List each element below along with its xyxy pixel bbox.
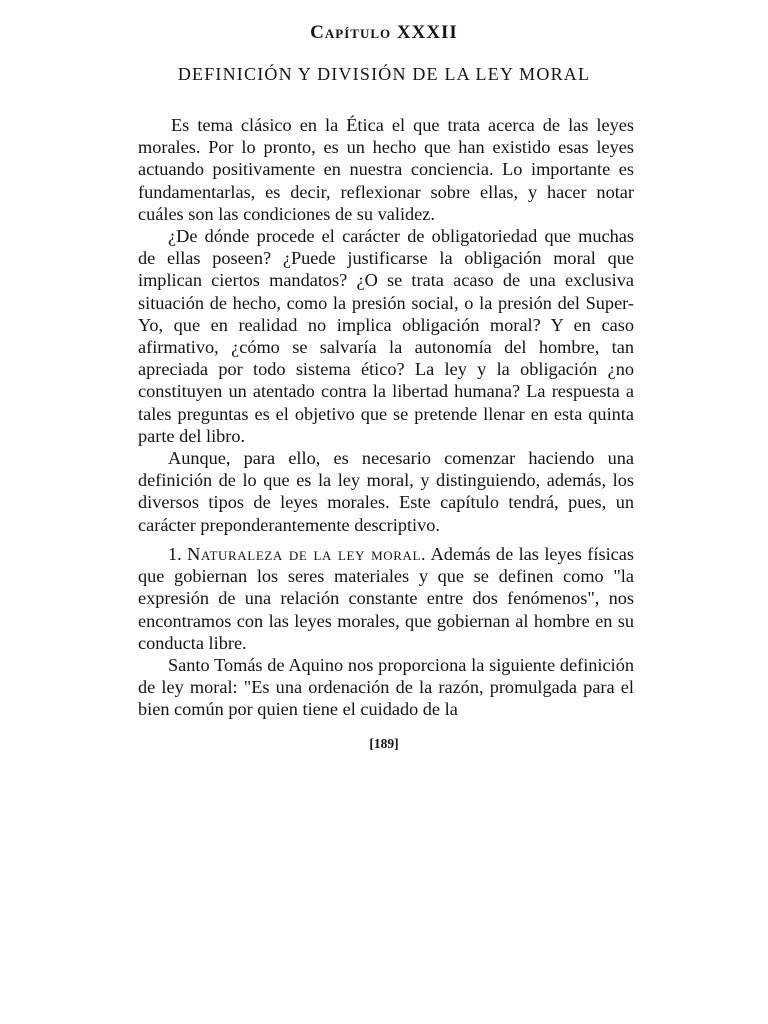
section-paragraph [138,543,634,654]
section-body: Además de las leyes físicas que gobiernan los seres materiales y que se definen como "la expresión de una relación constante entre dos fenómenos", nos encontramos con las leyes morales, que gobiernan al hombre en su conducta libre. [138,544,634,653]
intro-text [138,114,634,536]
paragraph-aquinas: Santo Tomás de Aquino nos proporciona la siguiente definición de ley moral: "Es una ordenación de la razón, promulgada para el bien común por quien tiene el cuidado de la [138,655,634,720]
paragraph-questions: ¿De dónde procede el carácter de obligatoriedad que muchas de ellas poseen? ¿Puede justificarse la obligación moral que implican ciertos mandatos? ¿O se trata acaso de una exclusiva situación de hecho, como la presión social, o la presión del Super-Yo, que en realidad no implica obligación moral? Y en caso afirmativo, ¿cómo se salvaría la autonomía del hombre, tan apreciada por todo sistema ético? La ley y la obligación ¿no constituyen un atentado contra la libertad humana? La respuesta a tales preguntas es el objetivo que se pretende llenar en esta quinta parte del libro. [138,226,634,446]
section-text [138,543,634,721]
page-number: [189] [369,736,399,751]
chapter-heading: Capítulo XXXII [310,22,458,43]
paragraph-intro: Es tema clásico en la Ética el que trata acerca de las leyes morales. Por lo pronto, es un hecho que han existido esas leyes actuando positivamente en nuestra conciencia. Lo importante es fundamentarlas, es decir, reflexionar sobre ellas, y hacer notar cuáles son las condiciones de su validez. [138,115,634,224]
paragraph-purpose: Aunque, para ello, es necesario comenzar haciendo una definición de lo que es la ley moral, y distinguiendo, además, los diversos tipos de leyes morales. Este capítulo tendrá, pues, un carácter preponderantemente descriptivo. [138,448,634,535]
section-heading: Naturaleza de la ley moral. [187,544,427,564]
chapter-title: DEFINICIÓN Y DIVISIÓN DE LA LEY MORAL [177,64,591,84]
section-number: 1. [168,544,182,564]
